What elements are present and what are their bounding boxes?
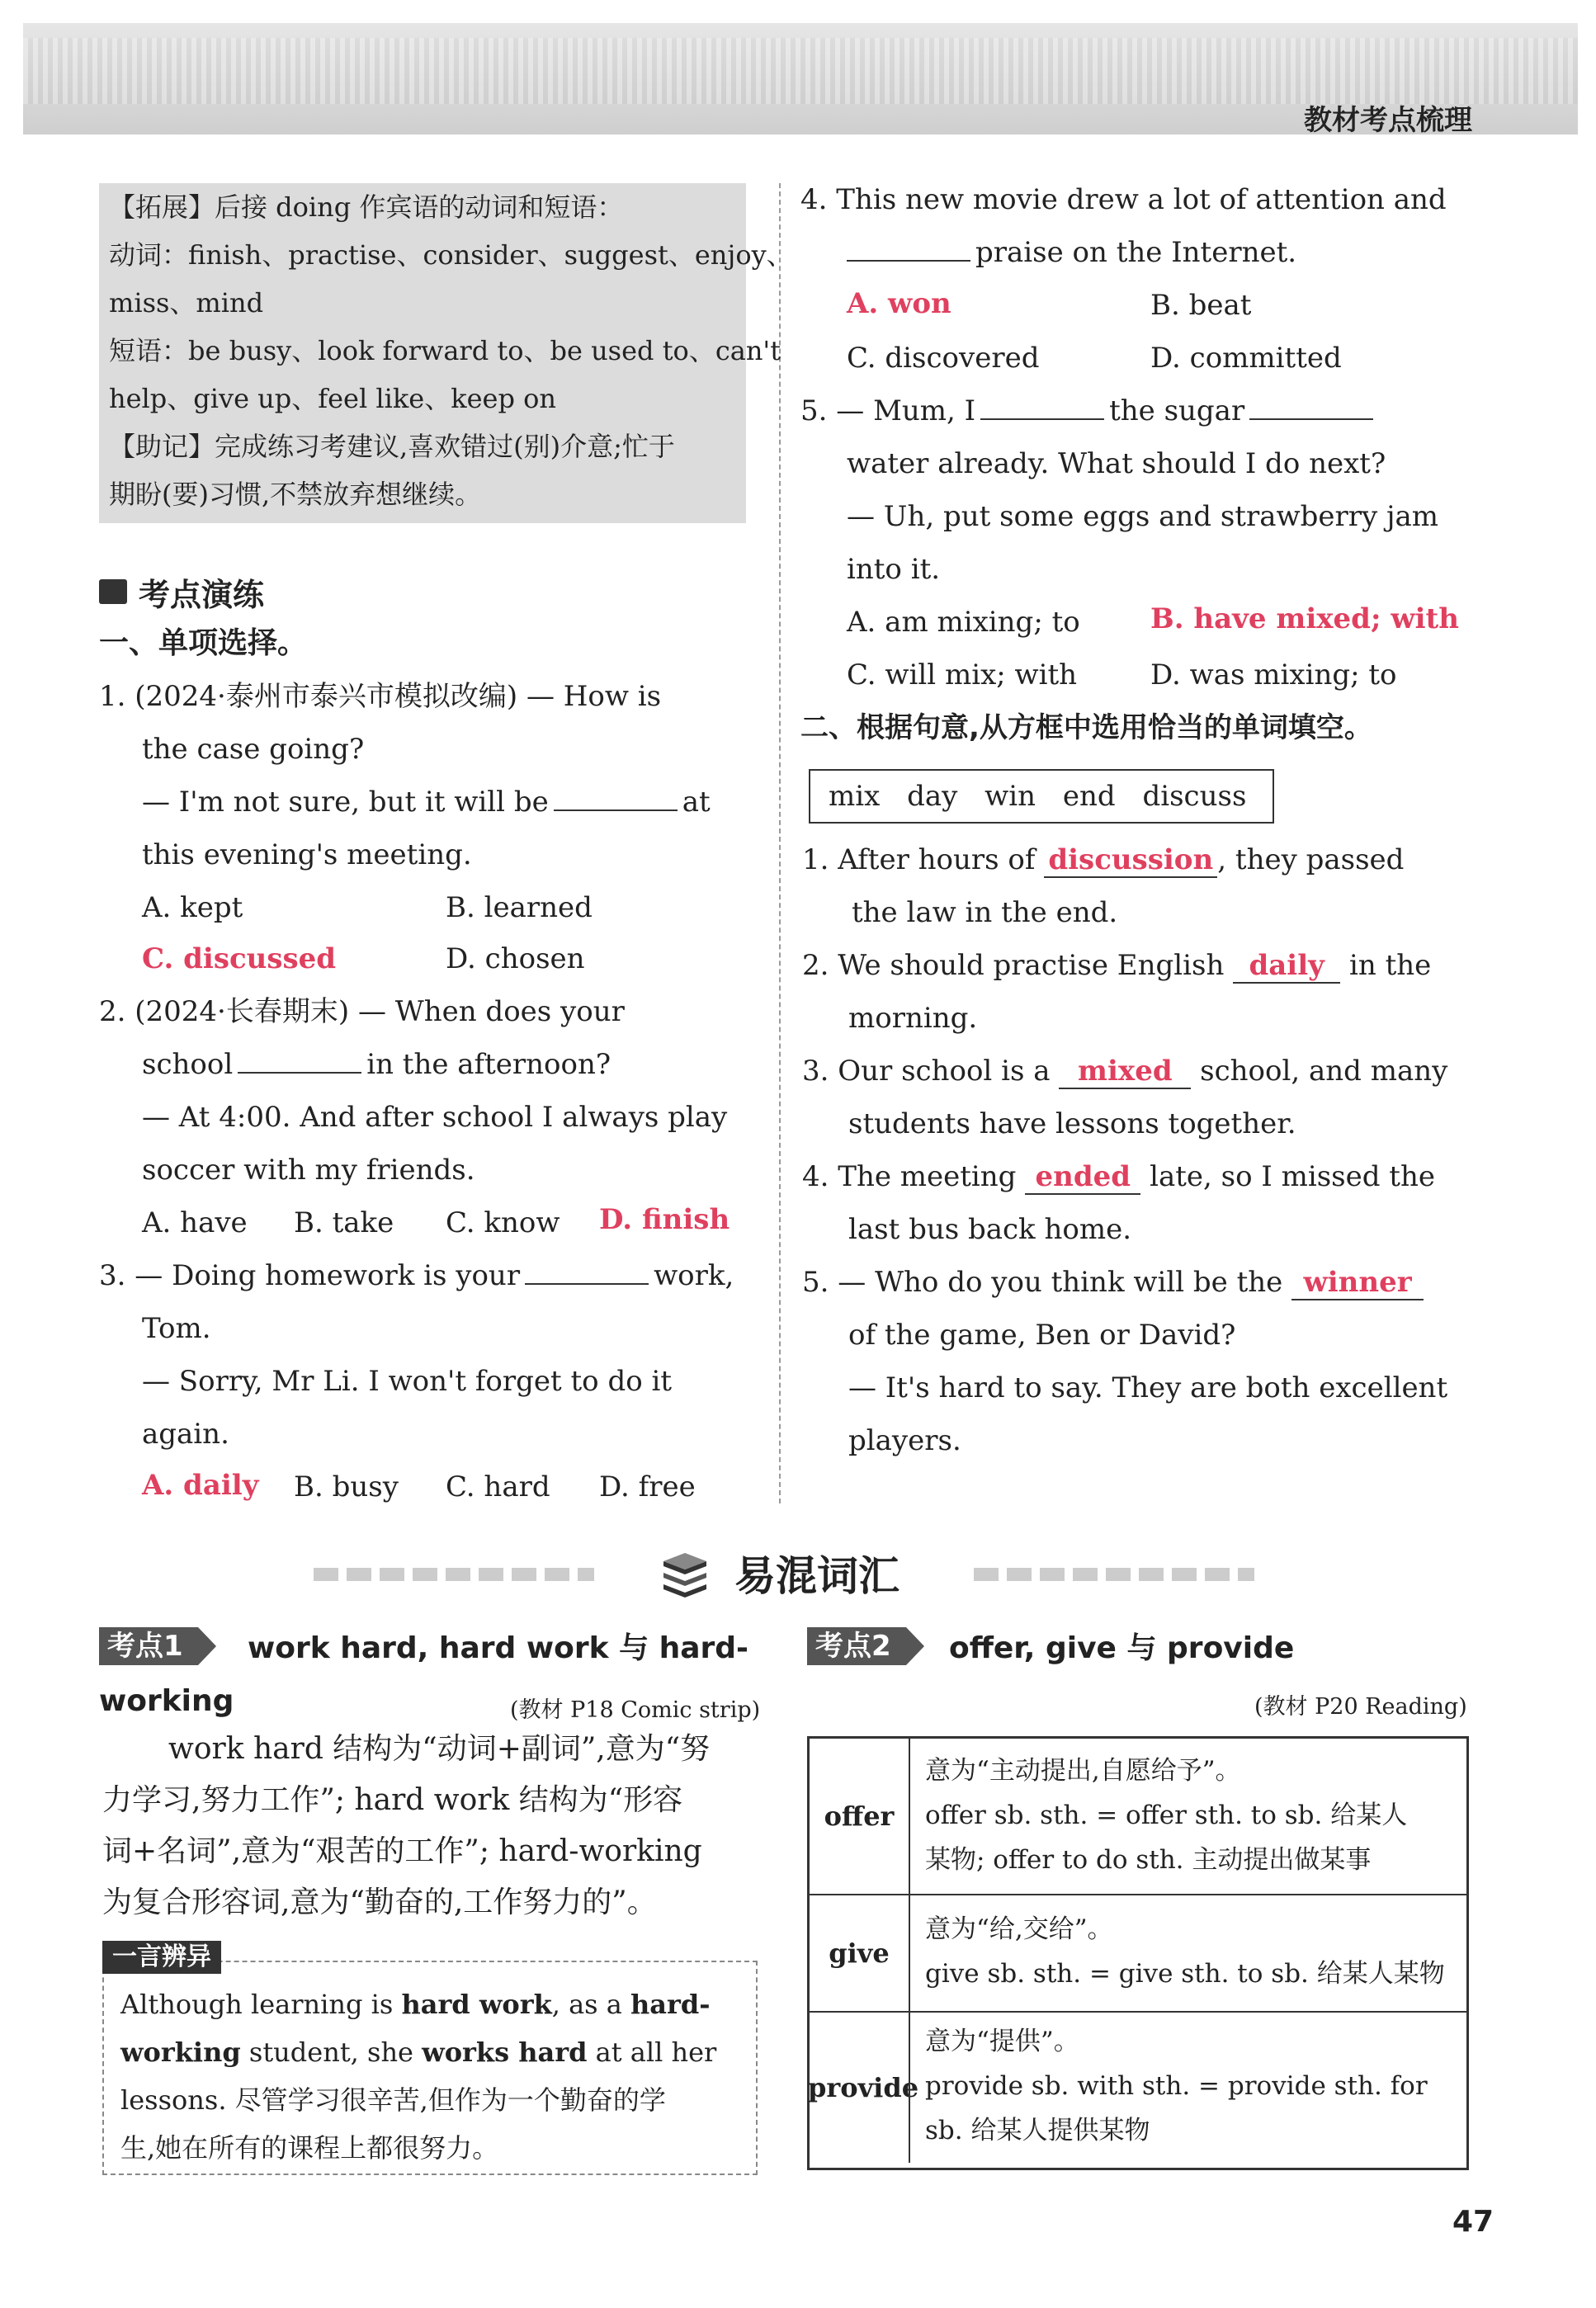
row-line: 意为“给,交给”。 (925, 1914, 1113, 1944)
point1-title-line1: work hard, hard work 与 hard- (248, 1631, 748, 1665)
row-key: offer (824, 1801, 895, 1832)
fill4-num: 4. (802, 1160, 829, 1193)
q5-blank-2 (1249, 394, 1373, 420)
point1-body-line: 为复合形容词,意为“勤奋的,工作努力的”。 (102, 1886, 657, 1919)
fill3-line1 (802, 1045, 1447, 1097)
q5-line4: into it. (847, 553, 941, 586)
q5-text-a: — Mum, I (836, 394, 976, 427)
row-line: sb. 给某人提供某物 (925, 2116, 1150, 2145)
cell-divider (909, 1895, 910, 2011)
books-icon (660, 1551, 710, 1598)
q5-line1 (800, 385, 1378, 437)
q4-num: 4. (800, 183, 828, 216)
row-key: give (829, 1937, 890, 1969)
tip-bold: works hard (422, 2037, 588, 2068)
q5-num: 5. (800, 394, 828, 427)
q3-option-b: B. busy (294, 1470, 399, 1503)
fill3-num: 3. (802, 1055, 829, 1088)
q2-option-b: B. take (294, 1206, 394, 1239)
q2-blank (238, 1047, 361, 1074)
q4-blank (847, 235, 970, 262)
point1-title-line2: working (99, 1684, 234, 1718)
q4-option-a-answer: A. won (847, 287, 951, 320)
q3-line2: Tom. (142, 1312, 211, 1345)
row-key: provide (808, 2072, 919, 2103)
banner-title: 易混词汇 (734, 1552, 900, 1600)
tip-line1 (120, 1980, 711, 2028)
q4-option-d: D. committed (1150, 342, 1342, 375)
q5-option-b-answer: B. have mixed; with (1150, 602, 1459, 635)
word-mix: mix (829, 780, 881, 813)
q1-option-d: D. chosen (446, 942, 585, 975)
q3-line1 (99, 1249, 734, 1302)
q5-option-c: C. will mix; with (847, 658, 1078, 691)
tip-text: Although learning is (120, 1989, 402, 2020)
fill4-text-b: late, so I missed the (1150, 1160, 1435, 1193)
fill4-text-a: The meeting (838, 1160, 1017, 1193)
row-line: 意为“主动提出,自愿给予”。 (925, 1756, 1241, 1786)
q1-text-b: at (682, 786, 711, 819)
point1-tag: 考点1 (99, 1627, 198, 1665)
fill4-line2: last bus back home. (848, 1213, 1132, 1246)
q2-line4: soccer with my friends. (142, 1154, 475, 1187)
expand-line: 动词：finish、practise、consider、suggest、enjoy、 (109, 239, 793, 271)
expand-line: 【拓展】后接 doing 作宾语的动词和短语： (109, 191, 624, 223)
part2-title: 二、根据句意,从方框中选用恰当的单词填空。 (800, 711, 1372, 744)
q1-text-a: — I'm not sure, but it will be (142, 786, 549, 819)
fill3-text-b: school, and many (1200, 1055, 1448, 1088)
q2-line1 (99, 985, 625, 1038)
fill5-answer: winner (1291, 1266, 1424, 1300)
fill5-line1 (802, 1256, 1424, 1309)
table-row-give (810, 1895, 1466, 2013)
q2-num: 2. (99, 995, 126, 1028)
tip-line3: lessons. 尽管学习很辛苦,但作为一个勤奋的学 (120, 2084, 666, 2116)
fill5-num: 5. (802, 1266, 829, 1299)
q4-line1 (800, 173, 1447, 226)
q2-line2 (142, 1038, 611, 1091)
q5-text-b: the sugar (1109, 394, 1245, 427)
point1-body-line: work hard 结构为“动词+副词”,意为“努 (168, 1732, 711, 1766)
q3-option-c: C. hard (446, 1470, 550, 1503)
q1-option-a: A. kept (142, 891, 243, 924)
table-row-provide (810, 2013, 1466, 2163)
cell-divider (909, 1739, 910, 1894)
confusing-words-banner (314, 1535, 1271, 1609)
tip-text: , as a (551, 1989, 630, 2020)
q3-option-a-answer: A. daily (142, 1469, 259, 1502)
q1-line1 (99, 670, 661, 723)
q3-option-d: D. free (599, 1470, 696, 1503)
expand-box (99, 183, 793, 523)
row-line: 意为“提供”。 (925, 2027, 1079, 2056)
q4-option-c: C. discovered (847, 342, 1040, 375)
practice-title: 考点演练 (139, 577, 265, 613)
word-discuss: discuss (1142, 780, 1247, 813)
fill5-line3: — It's hard to say. They are both excellent (848, 1371, 1448, 1404)
q2-option-c: C. know (446, 1206, 560, 1239)
tip-bold: hard- (630, 1989, 711, 2020)
q1-line3 (142, 776, 711, 828)
q4-option-b: B. beat (1150, 289, 1252, 322)
fill1-line2: the law in the end. (852, 896, 1118, 929)
q1-source: (2024·泰州市泰兴市模拟改编) (135, 680, 518, 713)
q1-option-b: B. learned (446, 891, 593, 924)
q3-line4: again. (142, 1418, 229, 1451)
point2-title: offer, give 与 provide (949, 1631, 1295, 1665)
q5-option-a: A. am mixing; to (847, 606, 1080, 639)
expand-line: miss、mind (109, 287, 264, 319)
column-divider (779, 183, 781, 1503)
tip-box (102, 1961, 758, 2175)
fill5-line2: of the game, Ben or David? (848, 1319, 1236, 1352)
part1-title: 一、单项选择。 (99, 626, 308, 660)
word-end: end (1062, 780, 1116, 813)
q5-option-d: D. was mixing; to (1150, 658, 1397, 691)
tip-text: at all her (587, 2037, 717, 2068)
q4-text-b: praise on the Internet. (975, 236, 1297, 269)
banner-stripe-left (314, 1568, 594, 1581)
cell-divider (909, 2013, 910, 2163)
q1-line4: this evening's meeting. (142, 838, 472, 871)
q1-blank (554, 785, 678, 811)
q2-option-a: A. have (142, 1206, 248, 1239)
fill2-text-a: We should practise English (838, 949, 1225, 982)
practice-icon (99, 579, 127, 604)
q3-blank (525, 1258, 649, 1285)
fill3-text-a: Our school is a (838, 1055, 1051, 1088)
tip-line2 (120, 2028, 716, 2076)
q2-text-a: school (142, 1048, 234, 1081)
point1-body-line: 力学习,努力工作”; hard work 结构为“形容 (102, 1783, 683, 1817)
q2-source: (2024·长春期末) (135, 995, 350, 1028)
q1-line2: the case going? (142, 733, 365, 766)
expand-line: 【助记】完成练习考建议,喜欢错过(别)介意;忙于 (109, 431, 675, 462)
point1-body-line: 词+名词”,意为“艰苦的工作”; hard-working (102, 1834, 702, 1868)
fill1-num: 1. (802, 843, 829, 876)
q2-text-b: in the afternoon? (366, 1048, 611, 1081)
tip-bold: working (120, 2037, 241, 2068)
row-line: provide sb. with sth. = provide sth. for (925, 2071, 1428, 2101)
q1-text: — How is (526, 680, 662, 713)
expand-line: 短语：be busy、look forward to、be used to、can't (109, 335, 781, 366)
q1-option-c-answer: C. discussed (142, 942, 337, 975)
tip-bold: hard work (401, 1989, 552, 2020)
fill2-num: 2. (802, 949, 829, 982)
header-title: 教材考点梳理 (1304, 104, 1472, 137)
fill1-answer: discussion (1044, 843, 1217, 878)
q3-num: 3. (99, 1259, 126, 1292)
fill4-line1 (802, 1150, 1435, 1203)
word-day: day (907, 780, 958, 813)
tip-text: student, she (240, 2037, 423, 2068)
banner-stripe-right (974, 1568, 1254, 1581)
fill1-text-b: , they passed (1217, 843, 1405, 876)
fill1-line1 (802, 833, 1404, 886)
q2-option-d-answer: D. finish (599, 1203, 730, 1236)
fill3-line2: students have lessons together. (848, 1107, 1296, 1140)
table-row-offer (810, 1739, 1466, 1895)
fill5-text-a: — Who do you think will be the (838, 1266, 1283, 1299)
row-line: 某物; offer to do sth. 主动提出做某事 (925, 1845, 1372, 1875)
fill1-text-a: After hours of (838, 843, 1036, 876)
tip-label: 一言辨异 (102, 1941, 221, 1974)
q5-line3: — Uh, put some eggs and strawberry jam (847, 500, 1439, 533)
q4-text: This new movie drew a lot of attention and (836, 183, 1447, 216)
q1-num: 1. (99, 680, 126, 713)
point2-tag: 考点2 (807, 1627, 906, 1665)
fill2-line2: morning. (848, 1002, 978, 1035)
page-number: 47 (1452, 2205, 1494, 2239)
q4-line2 (847, 226, 1296, 279)
q2-text: — When does your (357, 995, 625, 1028)
fill2-answer: daily (1233, 949, 1340, 984)
q3-text-a: — Doing homework is your (135, 1259, 521, 1292)
fill4-answer: ended (1025, 1160, 1140, 1195)
word-box (809, 769, 1274, 824)
q2-line3: — At 4:00. And after school I always play (142, 1101, 728, 1134)
expand-line: 期盼(要)习惯,不禁放弃想继续。 (109, 479, 482, 510)
comparison-table (807, 1736, 1469, 2170)
q3-line3: — Sorry, Mr Li. I won't forget to do it (142, 1365, 673, 1398)
fill2-text-b: in the (1348, 949, 1432, 982)
q3-text-b: work, (654, 1259, 734, 1292)
point1-reference: (教材 P18 Comic strip) (510, 1697, 761, 1723)
point2-reference: (教材 P20 Reading) (1254, 1694, 1467, 1720)
expand-line: help、give up、feel like、keep on (109, 383, 556, 414)
fill3-answer: mixed (1059, 1055, 1191, 1089)
fill2-line1 (802, 939, 1431, 992)
row-line: offer sb. sth. = offer sth. to sb. 给某人 (925, 1801, 1408, 1830)
tip-line4: 生,她在所有的课程上都很努力。 (120, 2132, 499, 2164)
q5-blank-1 (980, 394, 1104, 420)
fill5-line4: players. (848, 1424, 961, 1457)
word-win: win (985, 780, 1036, 813)
q5-line2: water already. What should I do next? (847, 447, 1386, 480)
row-line: give sb. sth. = give sth. to sb. 给某人某物 (925, 1959, 1445, 1989)
